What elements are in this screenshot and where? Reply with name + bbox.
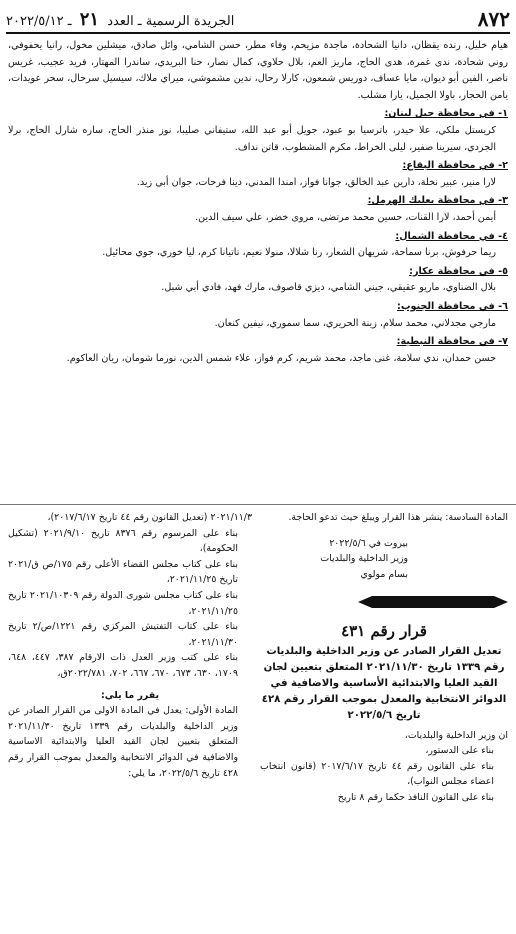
- body-line: بناء على كتاب التفتيش المركزي رقم ١٢٢١/ص/٢ تاريخ ٢٠٢١/١١/٣٠،: [8, 621, 238, 648]
- article-one: المادة الأولى: يعدل في المادة الاولى من القرار الصادر عن وزير الداخلية والبلديات رقم ١٣٣٩ تاريخ ٢٠٢١/١١/٣٠ المتعلق بتعيين لجان القيد العليا والابتدائية الاساسية والاضافية في الدوائر الانتخابية والمعدل بموجب القرار رقم ٤٢٨ تاريخ ٢٠٢٢/٥/٦، ما يلي:: [8, 705, 238, 779]
- section-divider: [0, 504, 516, 505]
- signature-title: وزير الداخلية والبلديات: [320, 553, 408, 565]
- decision-title: قرار رقم ٤٣١: [341, 621, 427, 640]
- page-number: ٨٧٢: [477, 7, 510, 31]
- section-heading-text: ٥- في محافظة عكار:: [409, 265, 508, 277]
- right-column: [260, 510, 508, 806]
- section-heading-text: ٢- في محافظة البقاع:: [402, 160, 508, 172]
- body-line: بناء على القانون رقم ٤٤ تاريخ ٢٠١٧/٦/١٧ (قانون انتخاب اعضاء مجلس النواب)،: [260, 760, 495, 788]
- body-line: بناء على كتاب مجلس القضاء الأعلى رقم ١٧٥/ص ق/٢٠٢١ تاريخ ٢٠٢١/١١/٢٥،: [8, 558, 238, 586]
- section-names: أيمن أحمد، لارا القنات، حسين محمد مرتضى، مروى خضر، علي سيف الدين.: [195, 211, 496, 223]
- signature-place-date: بيروت في ٢٠٢٢/٥/٦: [329, 537, 408, 549]
- section-heading-text: ٧- في محافظة النبطية:: [396, 336, 508, 348]
- names-list-section: [8, 38, 508, 367]
- section-names: كريستل ملكي، علا حيدر، باترسيا بو عبود، جويل أبو عبد الله، ستيفاني صليبا، نوز منذر الحاج، ساره شارل الحاج، برلا الجردي، سيرينا صفير، ليلى الخراط، مكرم المشطوب، قاتن نداف.: [8, 124, 496, 153]
- decision-subject: تعديل القرار الصادر عن وزير الداخلية والبلديات رقم ١٣٣٩ تاريخ ٢٠٢١/١١/٣٠ المتعلق بتعيين لجان القيد العليا والابتدائية الأساسية والاضافية في الدوائر الانتخابية والمعدل بموجب القرار رقم ٤٢٨ تاريخ ٢٠٢٢/٥/٦: [261, 645, 507, 721]
- gazette-title: [6, 9, 234, 30]
- body-line: ان وزير الداخلية والبلديات،: [404, 729, 508, 741]
- section-heading-text: ٣- في محافظة بعلبك الهرمل:: [367, 195, 508, 207]
- section-heading: [8, 264, 508, 281]
- body-line: بناء على القانون النافذ حكما رقم ٨ تاريخ: [337, 791, 494, 803]
- section-heading: [8, 299, 508, 316]
- section-heading-text: ٦- في محافظة الجنوب:: [397, 300, 508, 312]
- section-heading: [8, 334, 508, 351]
- section-heading: [8, 158, 508, 175]
- section-heading: [8, 106, 508, 123]
- decorative-separator: [358, 594, 508, 610]
- section-names: ريما حرفوش، برنا سماحة، شريهان الشعار، رنا شلالا، منولا نعيم، تاتيانا كرم، ليا خوري، جوي محائيل.: [102, 247, 496, 259]
- body-line: بناء على كتاب مجلس شورى الدولة رقم ٢٠٢١/١٠٣٠٩ تاريخ ٢٠٢١/١١/٢٥،: [8, 589, 238, 617]
- section-heading-text: ١- في محافظة جبل لبنان:: [384, 108, 508, 120]
- left-column: [8, 510, 252, 781]
- intro-names: هيام خليل، رنده يقظان، دانيا الشحادة، ماجدة مزيحم، وفاء مطر، حسن الشامي، وائل صادق، ميشلين مخول، رانيا يحفوفي، روني شحادة، ندى غمرة، هدى الحاج، ماريز العم، بلال حلاوي، كمال نصار، حنا البريدي، ساندرا المهتار، فريد عجيب، غريس ناصر، الفين أبو ديوان، مايا عساف، دوريس شمعون، كارلا رحال، ندين مشموشي، ميراي ملاك، سيسيل سرحال، سحر عويدات، يامن الحجار، باولا الجميل، يارا مشلب.: [8, 40, 508, 101]
- signature-block: [260, 536, 508, 583]
- body-line: ٢٠٢١/١١/٣ (تعديل القانون رقم ٤٤ تاريخ ٢٠١٧/٦/١٧)،: [47, 512, 252, 523]
- section-names: حسن حمدان، ندي سلامة، غنى ماجد، محمد شريم، كرم فواز، علاء شمس الدين، نورما شومان، ريان العاكوم.: [66, 352, 496, 364]
- body-line: بناء على الدستور،: [425, 745, 494, 757]
- section-names: لارا منير، عبير نخلة، دارين عبد الخالق، جوانا فواز، امندا المدني، دينا فرحات، جوان أبي زيد.: [136, 176, 496, 188]
- section-heading: [8, 229, 508, 246]
- decides-heading: يقرر ما يلي:: [101, 689, 159, 701]
- gazette-name: الجريدة الرسمية ـ العدد: [107, 13, 235, 29]
- page-header: [6, 6, 510, 34]
- signature-name: بسام مولوي: [360, 568, 408, 580]
- issue-date: ـ ٢٠٢٢/٥/١٢: [6, 13, 72, 29]
- body-line: بناء على كتب وزير العدل ذات الارقام ٣٨٧، ٤٤٧، ٦٤٨، ١٧٠٩، ٦٣٠، ٦٧٣، ٦٧٠، ٦٦٧، ٧٠٢، ٢٠٢٢/٧٨١ق،: [8, 652, 238, 679]
- article-six: المادة السادسة: ينشر هذا القرار ويبلغ حيث تدعو الحاجة.: [288, 512, 508, 523]
- section-names: مارجي مجدلاني، محمد سلام، زينة الحريري، سما سموري، نيفين كنعان.: [214, 317, 496, 329]
- section-heading-text: ٤- في محافظة الشمال:: [395, 230, 508, 242]
- section-heading: [8, 193, 508, 210]
- body-line: بناء على المرسوم رقم ٨٣٧٦ تاريخ ٢٠٢١/٩/١٠ (تشكيل الحكومة)،: [8, 527, 238, 555]
- issue-number: ٢١: [79, 8, 100, 30]
- section-names: بلال الضناوي، ماريو عقيقي، جيني الشامي، ديزي قاصوف، مارك فهد، فادي أبي شبل.: [161, 282, 496, 294]
